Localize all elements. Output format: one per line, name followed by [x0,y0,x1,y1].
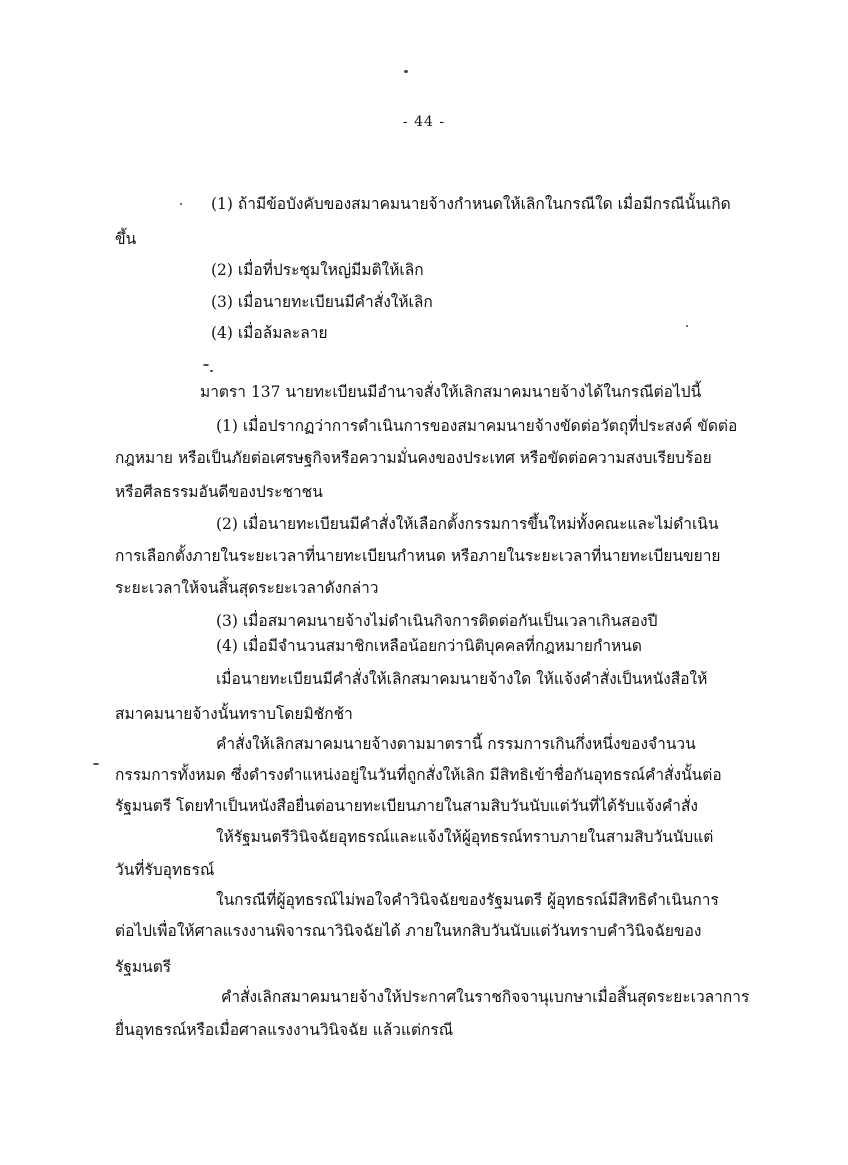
text-line: (4) เมื่อล้มละลาย [211,324,328,342]
text-line: คำสั่งเลิกสมาคมนายจ้างให้ประกาศในราชกิจจานุเบกษาเมื่อสิ้นสุดระยะเวลาการ [221,988,750,1006]
text-line: การเลือกตั้งภายในระยะเวลาที่นายทะเบียนกำหนด หรือภายในระยะเวลาที่นายทะเบียนขยาย [115,547,721,565]
text-line: เมื่อนายทะเบียนมีคำสั่งให้เลิกสมาคมนายจ้างใด ให้แจ้งคำสั่งเป็นหนังสือให้ [216,670,708,688]
scan-speck [210,370,213,372]
text-line: ต่อไปเพื่อให้ศาลแรงงานพิจารณาวินิจฉัยได้ ภายในหกสิบวันนับแต่วันทราบคำวินิจฉัยของ [115,922,702,940]
text-line: สมาคมนายจ้างนั้นทราบโดยมิชักช้า [115,705,353,723]
text-line: (2) เมื่อนายทะเบียนมีคำสั่งให้เลือกตั้งกรรมการขึ้นใหม่ทั้งคณะและไม่ดำเนิน [216,515,719,533]
page-number: - 44 - [402,114,446,130]
text-line: กฎหมาย หรือเป็นภัยต่อเศรษฐกิจหรือความมั่นคงของประเทศ หรือขัดต่อความสงบเรียบร้อย [115,449,712,467]
text-line: (4) เมื่อมีจำนวนสมาชิกเหลือน้อยกว่านิติบุคคลที่กฎหมายกำหนด [216,637,642,655]
text-line: ให้รัฐมนตรีวินิจฉัยอุทธรณ์และแจ้งให้ผู้อุทธรณ์ทราบภายในสามสิบวันนับแต่ [216,828,714,846]
text-line: (1) ถ้ามีข้อบังคับของสมาคมนายจ้างกำหนดให้เลิกในกรณีใด เมื่อมีกรณีนั้นเกิด [211,195,731,213]
text-line: (3) เมื่อนายทะเบียนมีคำสั่งให้เลิก [211,293,433,311]
text-line: รัฐมนตรี โดยทำเป็นหนังสือยื่นต่อนายทะเบียนภายในสามสิบวันนับแต่วันที่ได้รับแจ้งคำสั่ง [115,797,698,815]
text-line: (3) เมื่อสมาคมนายจ้างไม่ดำเนินกิจการติดต่อกันเป็นเวลาเกินสองปี [216,612,658,630]
scan-speck [404,70,408,73]
text-line: วันที่รับอุทธรณ์ [115,861,215,879]
scan-speck [180,203,182,205]
text-line: กรรมการทั้งหมด ซึ่งดำรงตำแหน่งอยู่ในวันที่ถูกสั่งให้เลิก มีสิทธิเข้าชื่อกันอุทธรณ์คำสั่งนั้นต่อ [115,766,722,784]
text-line: (2) เมื่อที่ประชุมใหญ่มีมติให้เลิก [211,261,424,279]
text-line: ยื่นอุทธรณ์หรือเมื่อศาลแรงงานวินิจฉัย แล้วแต่กรณี [115,1021,454,1039]
text-line: ขึ้น [115,230,137,248]
scan-speck [686,325,688,327]
text-line: ในกรณีที่ผู้อุทธรณ์ไม่พอใจคำวินิจฉัยของรัฐมนตรี ผู้อุทธรณ์มีสิทธิดำเนินการ [216,891,719,909]
text-line: คำสั่งให้เลิกสมาคมนายจ้างตามมาตรานี้ กรรมการเกินกึ่งหนึ่งของจำนวน [216,735,696,753]
section-heading: มาตรา 137 นายทะเบียนมีอำนาจสั่งให้เลิกสมาคมนายจ้างได้ในกรณีต่อไปนี้ [200,383,702,401]
scan-speck [203,364,209,366]
text-line: ระยะเวลาให้จนสิ้นสุดระยะเวลาดังกล่าว [115,579,379,597]
scan-speck [93,763,99,765]
text-line: หรือศีลธรรมอันดีของประชาชน [115,483,323,501]
text-line: (1) เมื่อปรากฏว่าการดำเนินการของสมาคมนายจ้างขัดต่อวัตถุที่ประสงค์ ขัดต่อ [216,417,738,435]
text-line: รัฐมนตรี [115,958,172,976]
